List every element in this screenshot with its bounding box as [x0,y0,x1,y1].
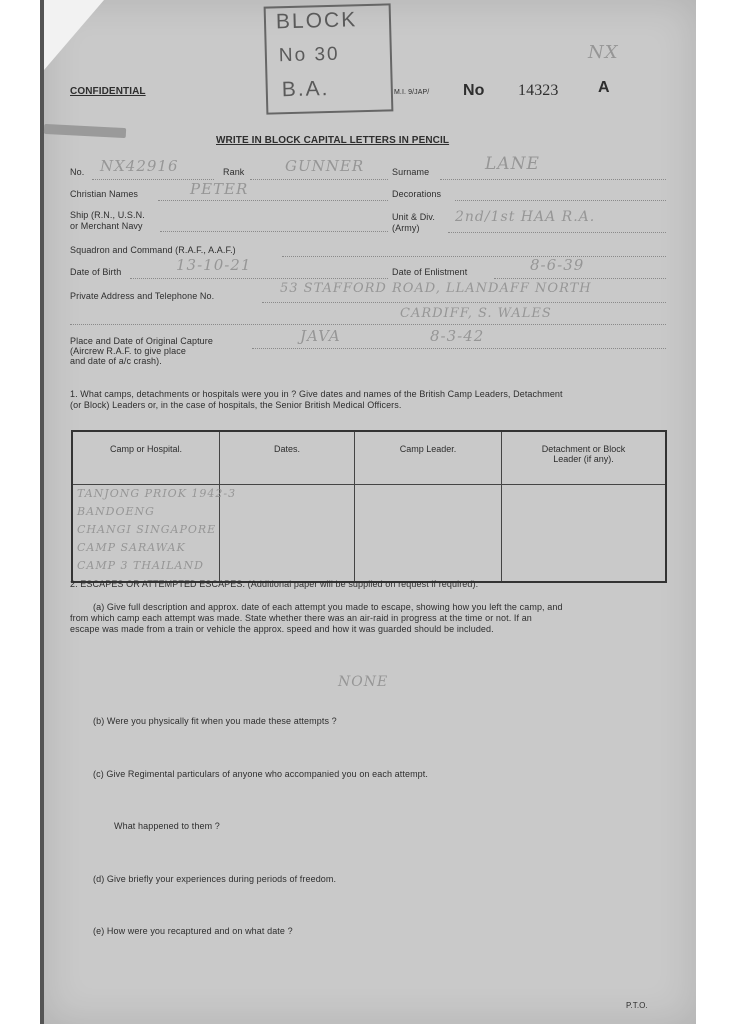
ship-line [160,231,388,232]
ship-label-1: Ship (R.N., U.S.N. [70,210,145,220]
dob-label: Date of Birth [70,267,122,277]
q2a-line-1: (a) Give full description and approx. date of each attempt you made to escape, showing how you left the camp, and [93,602,563,612]
rank-value: GUNNER [285,157,365,175]
decorations-label: Decorations [392,189,442,199]
block-stamp [264,3,394,114]
unit-label-1: Unit & Div. [392,212,435,222]
q1-line-2: (or Block) Leaders or, in the case of hospitals, the Senior British Medical Officers. [70,400,402,410]
capture-label-1: Place and Date of Original Capture [70,336,213,346]
christian-names-label: Christian Names [70,189,139,199]
capture-label-3: and date of a/c crash). [70,356,162,366]
q2c-question: (c) Give Regimental particulars of anyone who accompanied you on each attempt. [93,769,428,779]
no-field-label: No. [70,167,85,177]
confidential-label: CONFIDENTIAL [70,86,146,97]
stamp-line-2: No 30 [278,43,340,67]
camps-entries [72,485,237,583]
col-detachment-line-2: Leader (if any). [553,454,614,464]
form-number: 14323 [518,82,559,99]
q2-heading: 2. ESCAPES OR ATTEMPTED ESCAPES. (Additional paper will be supplied on request if required). [70,579,479,589]
detachment-leader-cell [502,485,667,583]
dates-cell [220,485,355,583]
q2c-followup: What happened to them ? [114,821,220,831]
camps-table-row [72,485,666,583]
no-field-value: NX42916 [100,157,179,175]
camps-table-header [72,431,666,485]
camp-leader-cell [355,485,502,583]
ref-code: M.I. 9/JAP/ [394,89,430,96]
decorations-line [455,200,666,201]
rank-label: Rank [223,167,245,177]
instruction-heading: WRITE IN BLOCK CAPITAL LETTERS IN PENCIL [216,135,450,146]
camp-entry: TANJONG PRIOK 1942-3 [77,487,237,500]
stamp-line-1: BLOCK [275,8,358,34]
unit-label-2: (Army) [392,223,420,233]
address-value-2: CARDIFF, S. WALES [400,306,552,321]
enlistment-label: Date of Enlistment [392,267,468,277]
pto-label: P.T.O. [626,1001,648,1010]
col-camp-leader: Camp Leader. [355,431,502,485]
q2a-line-2: from which camp each attempt was made. State whether there was an air-raid in progress at the time or not. If an [70,613,532,623]
q2a-line-3: escape was made from a train or vehicle the approx. speed and how it was guarded should be included. [70,624,494,634]
enlistment-line [494,278,666,279]
col-detachment-leader [502,431,667,485]
christian-names-line [158,200,388,201]
rank-line [250,179,388,180]
camp-entry: CAMP SARAWAK [77,541,186,554]
col-detachment-line-1: Detachment or Block [541,444,626,454]
unit-value: 2nd/1st HAA R.A. [455,209,596,225]
surname-line [440,179,666,180]
address-line-1 [262,302,666,303]
folded-corner [44,0,104,70]
capture-line [252,348,666,349]
address-line-2 [70,324,666,325]
camp-entry: CHANGI SINGAPORE [77,523,217,536]
q2b-question: (b) Were you physically fit when you made these attempts ? [93,716,337,726]
q2e-question: (e) How were you recaptured and on what date ? [93,926,293,936]
dob-value: 13-10-21 [176,256,252,274]
col-camp: Camp or Hospital. [72,431,220,485]
camp-entry: BANDOENG [77,505,155,518]
squadron-line [282,256,666,257]
christian-names-value: PETER [190,180,249,198]
handwritten-annotation: NX [588,42,619,63]
q2d-question: (d) Give briefly your experiences during periods of freedom. [93,874,337,884]
capture-place: JAVA [300,327,341,345]
surname-value: LANE [485,154,540,174]
capture-label-2: (Aircrew R.A.F. to give place [70,346,186,356]
q1-line-1: 1. What camps, detachments or hospitals were you in ? Give dates and names of the British Camp Leaders, Detachment [70,389,563,399]
camps-table [71,430,667,583]
camp-entry: CAMP 3 THAILAND [77,559,204,572]
squadron-label: Squadron and Command (R.A.F., A.A.F.) [70,245,236,255]
address-label: Private Address and Telephone No. [70,291,215,301]
q2a-answer: NONE [338,674,389,690]
no-label: No [463,82,485,99]
series-letter: A [598,79,610,96]
dob-line [130,278,388,279]
surname-label: Surname [392,167,430,177]
unit-line [448,232,666,233]
enlistment-value: 8-6-39 [530,256,585,274]
col-dates: Dates. [220,431,355,485]
stamp-line-3: B.A. [281,76,330,102]
ship-label-2: or Merchant Navy [70,221,143,231]
capture-date: 8-3-42 [430,327,485,345]
address-value-1: 53 STAFFORD ROAD, LLANDAFF NORTH [280,281,592,296]
